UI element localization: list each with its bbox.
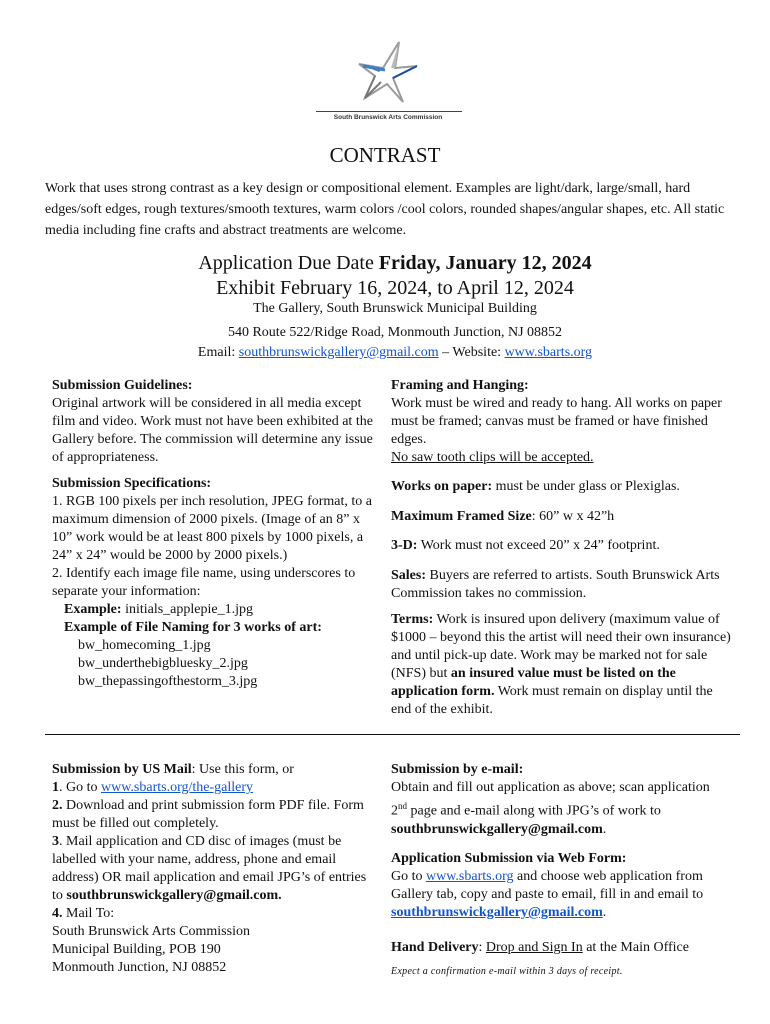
paper-line (391, 478, 736, 496)
contact-line (0, 345, 770, 361)
specs-section (52, 475, 377, 691)
max-size-text: : 60” w x 42”h (531, 509, 615, 524)
hand-label: Hand Delivery (391, 940, 479, 955)
paper-text: must be under glass or Plexiglas. (495, 479, 680, 494)
web-sub-heading: Application Submission via Web Form: (391, 851, 627, 866)
terms-tail: Work must remain on display until the end of the exhibit. (391, 684, 713, 717)
mail-step-4-num: 4. (52, 906, 63, 921)
email-sub-text-1: Obtain and fill out application as above; scan application 2 (391, 780, 710, 819)
example-line (52, 601, 377, 619)
section-divider (45, 734, 740, 735)
max-size-label: Maximum Framed Size (391, 509, 532, 524)
framing-section (391, 377, 736, 467)
hand-colon: : (478, 940, 483, 955)
three-d-line (391, 537, 736, 555)
web-sub-link[interactable]: www.sbarts.org (426, 869, 514, 884)
file-name-2: bw_underthebigbluesky_2.jpg (78, 656, 248, 671)
mail-address-1: South Brunswick Arts Commission (52, 924, 250, 939)
file-name-3: bw_thepassingofthestorm_3.jpg (78, 674, 258, 689)
logo (355, 38, 425, 108)
sales-label: Sales: (391, 568, 426, 583)
specs-heading: Submission Specifications: (52, 476, 212, 491)
address: 540 Route 522/Ridge Road, Monmouth Junction, NJ 08852 (227, 325, 563, 340)
web-sub-text: and choose web application from Gallery tab, copy and paste to email, fill in and email to (391, 869, 704, 902)
paper-label: Works on paper: (391, 479, 493, 494)
website-label: – Website: (442, 345, 502, 360)
confirmation-note: Expect a confirmation e-mail within 3 days of receipt. (391, 966, 623, 977)
guidelines-body: Original artwork will be considered in all media except film and video. Work must not have been exhibited at the Gallery before. The commission will determine any issue of appropriateness. (52, 396, 373, 465)
mail-address-2: Municipal Building, POB 190 (52, 942, 221, 957)
email-link[interactable]: southbrunswickgallery@gmail.com (238, 345, 439, 360)
due-date: Friday, January 12, 2024 (378, 252, 592, 274)
specs-item-2: 2. Identify each image file name, using underscores to separate your information: (52, 566, 356, 599)
example-value: initials_applepie_1.jpg (125, 602, 253, 617)
mail-step-2-text: Download and print submission form PDF file. Form must be filled out completely. (52, 798, 364, 831)
terms-bold: an insured value must be listed on the application form. (391, 666, 676, 699)
email-sub-end: . (602, 821, 607, 837)
mail-step-4-text: Mail To: (66, 906, 115, 921)
venue: The Gallery, South Brunswick Municipal Building (253, 301, 537, 316)
terms-label: Terms: (391, 612, 434, 627)
mail-step-1-text: . Go to (59, 780, 98, 795)
due-label: Application Due Date (198, 252, 374, 274)
email-sub-email: southbrunswickgallery@gmail.com (391, 821, 603, 837)
exhibit-dates: Exhibit February 16, 2024, to April 12, 2024 (216, 277, 574, 299)
mail-heading: Submission by US Mail (52, 762, 192, 777)
three-d-text: Work must not exceed 20” x 24” footprint. (420, 538, 660, 553)
email-sub-text-2: page and e-mail along with JPG’s of work to (410, 803, 661, 819)
web-sub-email-link[interactable]: southbrunswickgallery@gmail.com (391, 905, 603, 920)
framing-heading: Framing and Hanging: (391, 378, 529, 393)
org-name: South Brunswick Arts Commission (333, 114, 443, 121)
website-link[interactable]: www.sbarts.org (504, 345, 593, 360)
page-title: CONTRAST (329, 143, 441, 167)
email-label: Email: (197, 345, 236, 360)
specs-item-1: 1. RGB 100 pixels per inch resolution, JPEG format, to a maximum dimension of 2000 pixels. (Image of an 8” x 10” work would be at least 800 pixels by 1000 pixels, a 24” x 24” would be 2000 by 2000 pixels.) (52, 494, 373, 563)
mail-step-2-num: 2. (52, 798, 63, 813)
due-date-line (0, 252, 770, 275)
terms-text: Work is insured upon delivery (maximum value of $1000 – beyond this the artist will need their own insurance) and until pick-up date. Work may be marked not for sale (NFS) but (391, 612, 731, 681)
mail-step-3-email: southbrunswickgallery@gmail.com. (66, 888, 282, 903)
hand-text: at the Main Office (586, 940, 689, 955)
web-submission-section (391, 850, 726, 922)
mail-step-1-num: 1 (52, 780, 59, 795)
sales-text: Buyers are referred to artists. South Brunswick Arts Commission takes no commission. (391, 568, 720, 601)
gallery-link[interactable]: www.sbarts.org/the-gallery (101, 780, 254, 795)
email-sub-heading: Submission by e-mail: (391, 762, 524, 777)
naming-heading: Example of File Naming for 3 works of art: (64, 620, 322, 635)
example-label: Example: (64, 602, 122, 617)
three-d-label: 3-D: (391, 538, 418, 553)
guidelines-section (52, 377, 377, 467)
web-sub-pre: Go to (391, 869, 423, 884)
intro-text: Work that uses strong contrast as a key design or compositional element. Examples are light/dark, large/small, hard edges/soft edges, rough textures/smooth textures, warm colors /cool colors, rounded shapes/angular shapes, etc. All static media including fine crafts and abstract treatments are welcome. (45, 181, 725, 238)
mail-section (52, 761, 372, 977)
hand-link: Drop and Sign In (485, 940, 583, 955)
mail-step-3-num: 3 (52, 834, 59, 849)
mail-address-3: Monmouth Junction, NJ 08852 (52, 960, 227, 975)
logo-rule (316, 111, 462, 112)
guidelines-heading: Submission Guidelines: (52, 378, 193, 393)
web-sub-end: . (602, 905, 607, 920)
max-size-line (391, 508, 736, 526)
framing-body: Work must be wired and ready to hang. All works on paper must be framed; canvas must be framed or have finished edges. (391, 396, 722, 447)
file-name-1: bw_homecoming_1.jpg (78, 638, 211, 653)
clips-note: No saw tooth clips will be accepted. (391, 450, 594, 465)
terms-section (391, 611, 736, 719)
mail-step-3-text: . Mail application and CD disc of images (must be labelled with your name, address, phone and email address) OR mail application and email JPG’s of entries to (52, 834, 367, 903)
sales-section (391, 567, 731, 603)
mail-heading-tail: : Use this form, or (191, 762, 294, 777)
email-submission-section (391, 761, 721, 839)
star-logo-icon (355, 38, 425, 108)
hand-delivery-line (391, 939, 736, 957)
email-sub-sup: nd (398, 801, 407, 811)
